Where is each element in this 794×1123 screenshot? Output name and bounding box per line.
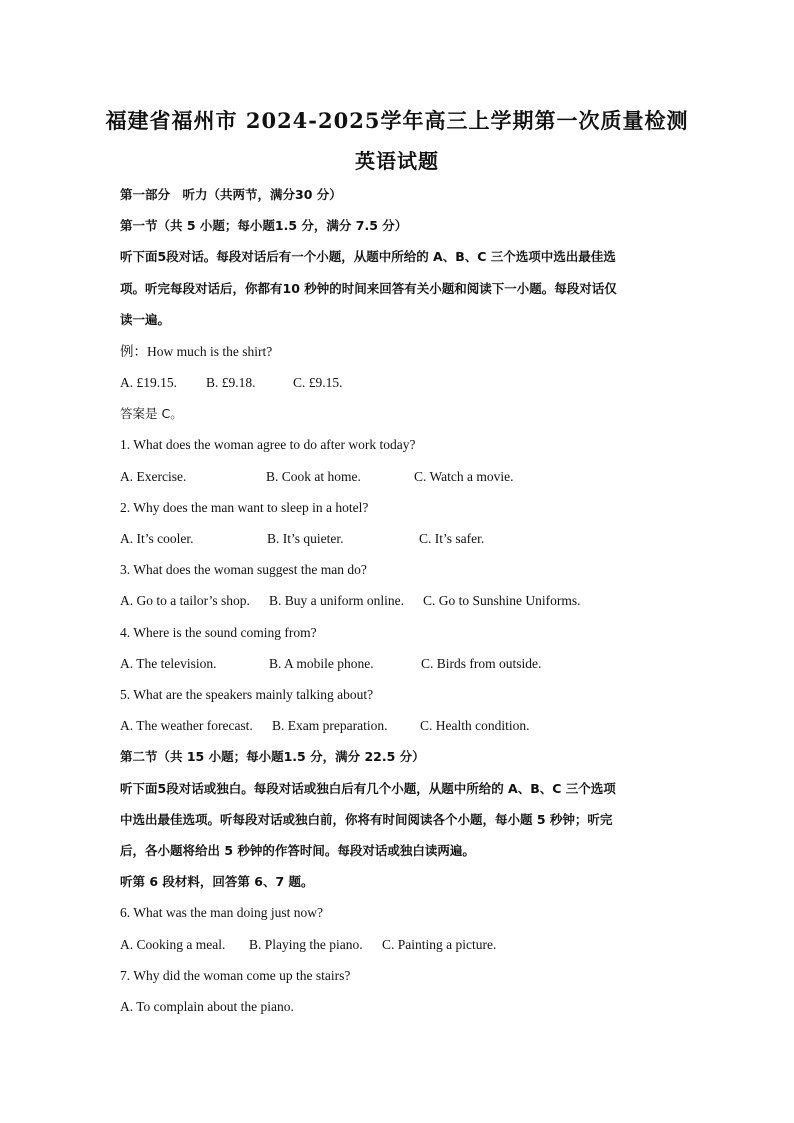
question-3: 3. What does the woman suggest the man do? (120, 562, 367, 577)
example-option-b: B. £9.18. (206, 375, 256, 390)
question-7: 7. Why did the woman come up the stairs? (120, 968, 351, 983)
section2-heading: 第二节（共 15 小题；每小题1.5 分，满分 22.5 分） (120, 749, 425, 764)
question-5-option-a: A. The weather forecast. (120, 718, 253, 733)
section2-instruction-line: 中选出最佳选项。听每段对话或独白前，你将有时间阅读各个小题，每小题 5 秒钟；听完 (120, 812, 613, 827)
question-2-option-a: A. It’s cooler. (120, 531, 194, 546)
example-question: 例：How much is the shirt? (120, 344, 273, 359)
question-5-option-c: C. Health condition. (420, 718, 530, 733)
section2-instruction-line: 听下面5段对话或独白。每段对话或独白后有几个小题，从题中所给的 A、B、C 三个选项 (120, 781, 616, 796)
question-2-option-c: C. It’s safer. (419, 531, 485, 546)
section2-instruction-line: 后，各小题将给出 5 秒钟的作答时间。每段对话或独白读两遍。 (120, 843, 475, 858)
question-4-option-b: B. A mobile phone. (269, 656, 374, 671)
question-3-option-a: A. Go to a tailor’s shop. (120, 593, 250, 608)
section1-instruction-line: 读一遍。 (120, 312, 171, 327)
question-4-option-c: C. Birds from outside. (421, 656, 542, 671)
question-6-option-b: B. Playing the piano. (249, 937, 363, 952)
exam-subtitle: 英语试题 (355, 149, 439, 173)
question-3-option-b: B. Buy a uniform online. (269, 593, 404, 608)
question-2: 2. Why does the man want to sleep in a hotel? (120, 500, 369, 515)
question-1-option-b: B. Cook at home. (266, 469, 361, 484)
example-answer: 答案是 C。 (120, 406, 183, 421)
question-1: 1. What does the woman agree to do after work today? (120, 437, 416, 452)
question-1-option-a: A. Exercise. (120, 469, 187, 484)
section1-instruction-line: 听下面5段对话。每段对话后有一个小题，从题中所给的 A、B、C 三个选项中选出最佳选 (120, 249, 616, 264)
section1-heading: 第一节（共 5 小题；每小题1.5 分，满分 7.5 分） (120, 218, 408, 233)
question-4: 4. Where is the sound coming from? (120, 625, 317, 640)
question-2-option-b: B. It’s quieter. (267, 531, 344, 546)
question-6-option-c: C. Painting a picture. (382, 937, 497, 952)
question-4-option-a: A. The television. (120, 656, 217, 671)
question-6-option-a: A. Cooking a meal. (120, 937, 226, 952)
question-7-option-a: A. To complain about the piano. (120, 999, 294, 1014)
question-1-option-c: C. Watch a movie. (414, 469, 514, 484)
question-6: 6. What was the man doing just now? (120, 905, 323, 920)
question-5-option-b: B. Exam preparation. (272, 718, 388, 733)
material6-heading: 听第 6 段材料，回答第 6、7 题。 (120, 874, 314, 889)
section1-instruction-line: 项。听完每段对话后，你都有10 秒钟的时间来回答有关小题和阅读下一小题。每段对话仅 (120, 281, 617, 296)
question-3-option-c: C. Go to Sunshine Uniforms. (423, 593, 581, 608)
example-option-a: A. £19.15. (120, 375, 177, 390)
part1-heading: 第一部分 听力（共两节，满分30 分） (120, 187, 342, 202)
exam-title: 福建省福州市 2024-2025学年高三上学期第一次质量检测 (105, 108, 689, 133)
question-5: 5. What are the speakers mainly talking about? (120, 687, 374, 702)
example-option-c: C. £9.15. (293, 375, 343, 390)
